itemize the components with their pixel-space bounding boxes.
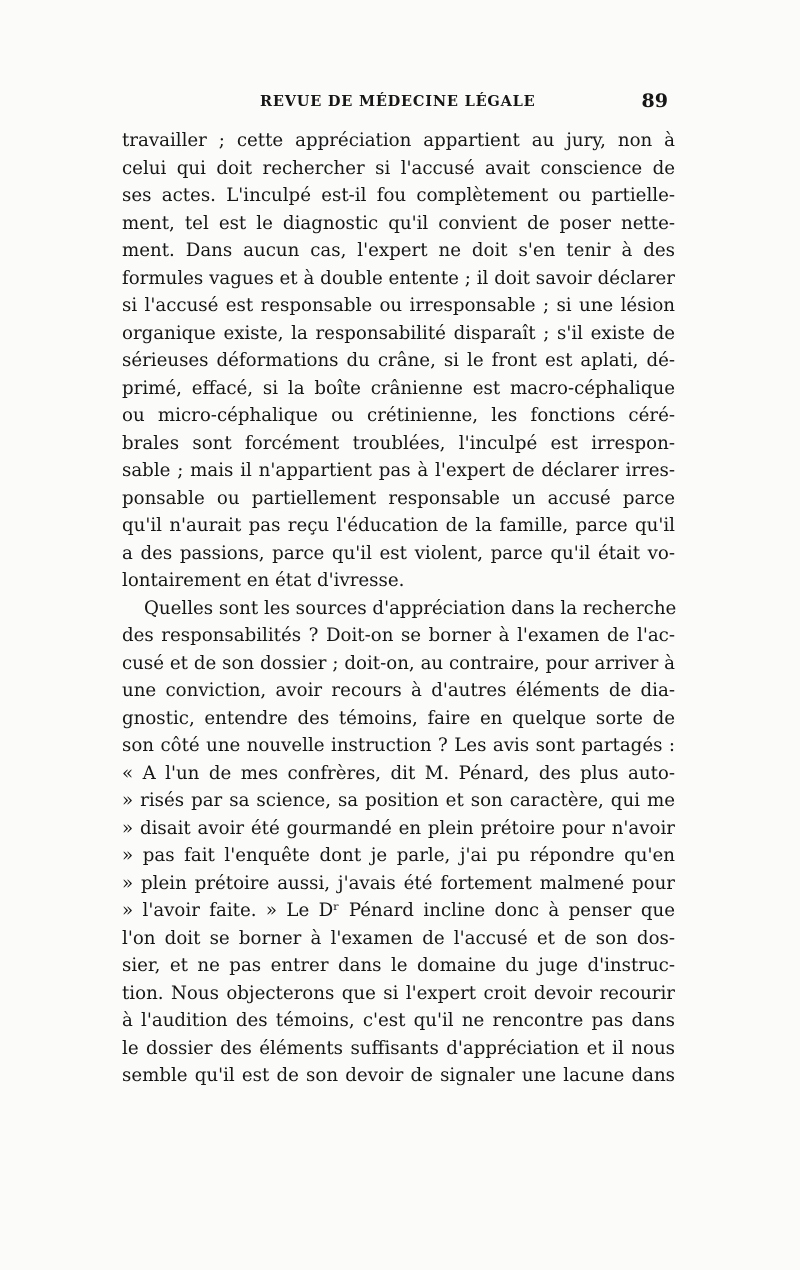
page-header — [120, 90, 672, 123]
text-line: des responsabilités ? Doit-on se borner à l'examen de l'ac- — [122, 625, 675, 646]
text-line: semble qu'il est de son devoir de signaler une lacune dans — [122, 1065, 675, 1086]
text-line: sérieuses déformations du crâne, si le front est aplati, dé- — [122, 350, 675, 371]
quote-line: » risés par sa science, sa position et son caractère, qui me — [122, 790, 675, 811]
text-line: ment. Dans aucun cas, l'expert ne doit s'en tenir à des — [122, 240, 675, 261]
quote-line: » l'avoir faite. » Le Dʳ Pénard incline donc à penser que — [122, 900, 675, 921]
text-line: formules vagues et à double entente ; il doit savoir déclarer — [122, 267, 675, 289]
paragraph-start-line: Quelles sont les sources d'appréciation dans la recherche — [144, 597, 677, 619]
quote-line: » pas fait l'enquête dont je parle, j'ai pu répondre qu'en — [122, 845, 675, 866]
text-line: ou micro-céphalique ou crétinienne, les fonctions céré- — [122, 405, 675, 426]
text-line: l'on doit se borner à l'examen de l'accusé et de son dos- — [122, 927, 675, 949]
text-line: à l'audition des témoins, c'est qu'il ne rencontre pas dans — [122, 1010, 675, 1031]
text-line: cusé et de son dossier ; doit-on, au contraire, pour arriver à — [122, 652, 675, 674]
text-line: une conviction, avoir recours à d'autres éléments de dia- — [122, 680, 675, 701]
running-title: REVUE DE MÉDECINE LÉGALE — [260, 93, 536, 110]
page-number: 89 — [641, 90, 668, 112]
text-line: qu'il n'aurait pas reçu l'éducation de la famille, parce qu'il — [122, 515, 675, 536]
text-line: primé, effacé, si la boîte crânienne est macro-céphalique — [122, 377, 675, 399]
quote-line: » disait avoir été gourmandé en plein prétoire pour n'avoir — [122, 817, 675, 839]
text-line: tion. Nous objecterons que si l'expert croit devoir recourir — [122, 982, 675, 1004]
text-line: le dossier des éléments suffisants d'appréciation et il nous — [122, 1037, 675, 1059]
text-line: sier, et ne pas entrer dans le domaine du juge d'instruc- — [122, 955, 675, 976]
text-line: brales sont forcément troublées, l'inculpé est irrespon- — [122, 432, 675, 454]
text-line: gnostic, entendre des témoins, faire en quelque sorte de — [122, 707, 675, 729]
text-line: ponsable ou partiellement responsable un accusé parce — [122, 487, 675, 509]
text-line: travailler ; cette appréciation appartient au jury, non à — [122, 130, 675, 151]
text-line: ses actes. L'inculpé est-il fou complètement ou partielle- — [122, 185, 675, 206]
text-line: son côté une nouvelle instruction ? Les avis sont partagés : — [122, 735, 675, 756]
text-line: sable ; mais il n'appartient pas à l'expert de déclarer irres- — [122, 460, 675, 481]
paragraph-end-line: lontairement en état d'ivresse. — [122, 570, 405, 591]
quote-line: » plein prétoire aussi, j'avais été fortement malmené pour — [122, 872, 675, 894]
text-line: organique existe, la responsabilité disparaît ; s'il existe de — [122, 322, 675, 344]
text-line: si l'accusé est responsable ou irresponsable ; si une lésion — [122, 295, 675, 316]
quote-line: « A l'un de mes confrères, dit M. Pénard, des plus auto- — [122, 762, 675, 784]
body-text — [122, 127, 675, 1090]
text-line: ment, tel est le diagnostic qu'il convient de poser nette- — [122, 212, 675, 234]
text-line: celui qui doit rechercher si l'accusé avait conscience de — [122, 157, 675, 179]
text-line: a des passions, parce qu'il est violent, parce qu'il était vo- — [122, 542, 675, 564]
